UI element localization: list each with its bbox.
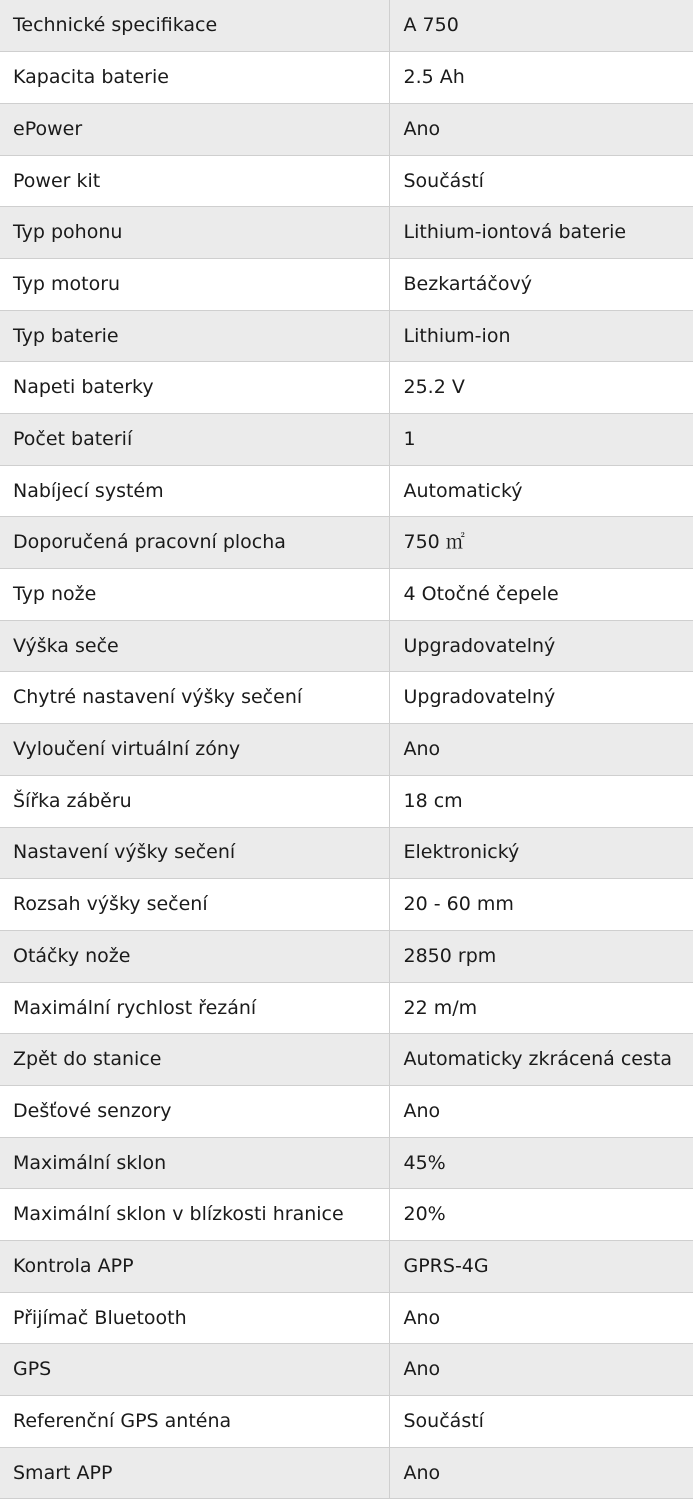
spec-value: 20 - 60 mm	[389, 879, 693, 931]
spec-label: Referenční GPS anténa	[0, 1396, 389, 1448]
spec-label: Power kit	[0, 155, 389, 207]
table-row	[0, 1137, 693, 1189]
spec-label: Přijímač Bluetooth	[0, 1292, 389, 1344]
table-row	[0, 103, 693, 155]
spec-label: Šířka záběru	[0, 775, 389, 827]
spec-value: 18 cm	[389, 775, 693, 827]
table-row	[0, 1447, 693, 1499]
spec-value: 750 ㎡	[389, 517, 693, 569]
spec-label: Dešťové senzory	[0, 1085, 389, 1137]
spec-label: Typ nože	[0, 569, 389, 621]
spec-label: Smart APP	[0, 1447, 389, 1499]
table-row	[0, 1396, 693, 1448]
spec-value: A 750	[389, 0, 693, 52]
spec-value: Součástí	[389, 1396, 693, 1448]
spec-label: Typ baterie	[0, 310, 389, 362]
spec-value: 2.5 Ah	[389, 52, 693, 104]
spec-label: Nabíjecí systém	[0, 465, 389, 517]
table-row	[0, 620, 693, 672]
table-row	[0, 1085, 693, 1137]
table-row	[0, 517, 693, 569]
table-row	[0, 310, 693, 362]
table-row	[0, 1292, 693, 1344]
spec-value: Ano	[389, 1292, 693, 1344]
table-row	[0, 155, 693, 207]
table-row	[0, 465, 693, 517]
spec-value: Automatický	[389, 465, 693, 517]
spec-label: Kapacita baterie	[0, 52, 389, 104]
spec-value: 25.2 V	[389, 362, 693, 414]
table-row	[0, 1189, 693, 1241]
table-row	[0, 672, 693, 724]
spec-label: Technické specifikace	[0, 0, 389, 52]
table-row	[0, 207, 693, 259]
spec-value: Ano	[389, 103, 693, 155]
spec-label: Zpět do stanice	[0, 1034, 389, 1086]
spec-label: GPS	[0, 1344, 389, 1396]
spec-value: 2850 rpm	[389, 930, 693, 982]
spec-value: Bezkartáčový	[389, 258, 693, 310]
spec-label: Maximální sklon v blízkosti hranice	[0, 1189, 389, 1241]
table-row	[0, 930, 693, 982]
spec-value: Upgradovatelný	[389, 620, 693, 672]
spec-value: Součástí	[389, 155, 693, 207]
spec-value: 1	[389, 414, 693, 466]
table-row	[0, 1034, 693, 1086]
table-row	[0, 775, 693, 827]
spec-value: Ano	[389, 1344, 693, 1396]
spec-value: 4 Otočné čepele	[389, 569, 693, 621]
spec-label: Doporučená pracovní plocha	[0, 517, 389, 569]
spec-label: Maximální rychlost řezání	[0, 982, 389, 1034]
table-row	[0, 827, 693, 879]
table-row	[0, 414, 693, 466]
table-row	[0, 569, 693, 621]
spec-value: 20%	[389, 1189, 693, 1241]
spec-label: Maximální sklon	[0, 1137, 389, 1189]
spec-label: Napeti baterky	[0, 362, 389, 414]
spec-value: Automaticky zkrácená cesta	[389, 1034, 693, 1086]
spec-value: Elektronický	[389, 827, 693, 879]
spec-value: Upgradovatelný	[389, 672, 693, 724]
spec-label: Nastavení výšky sečení	[0, 827, 389, 879]
spec-value: Lithium-ion	[389, 310, 693, 362]
table-row	[0, 0, 693, 52]
spec-label: ePower	[0, 103, 389, 155]
spec-label: Vyloučení virtuální zóny	[0, 724, 389, 776]
table-row	[0, 982, 693, 1034]
table-row	[0, 362, 693, 414]
spec-label: Typ motoru	[0, 258, 389, 310]
spec-label: Otáčky nože	[0, 930, 389, 982]
spec-label: Počet baterií	[0, 414, 389, 466]
spec-label: Typ pohonu	[0, 207, 389, 259]
table-row	[0, 724, 693, 776]
spec-label: Kontrola APP	[0, 1241, 389, 1293]
spec-label: Rozsah výšky sečení	[0, 879, 389, 931]
table-row	[0, 1344, 693, 1396]
table-row	[0, 52, 693, 104]
spec-label: Chytré nastavení výšky sečení	[0, 672, 389, 724]
spec-label: Výška seče	[0, 620, 389, 672]
table-row	[0, 879, 693, 931]
spec-value: 45%	[389, 1137, 693, 1189]
spec-value: 22 m/m	[389, 982, 693, 1034]
spec-value: Ano	[389, 1447, 693, 1499]
spec-value: Ano	[389, 724, 693, 776]
table-row	[0, 258, 693, 310]
spec-value: Ano	[389, 1085, 693, 1137]
spec-value: Lithium-iontová baterie	[389, 207, 693, 259]
table-row	[0, 1241, 693, 1293]
spec-value: GPRS-4G	[389, 1241, 693, 1293]
